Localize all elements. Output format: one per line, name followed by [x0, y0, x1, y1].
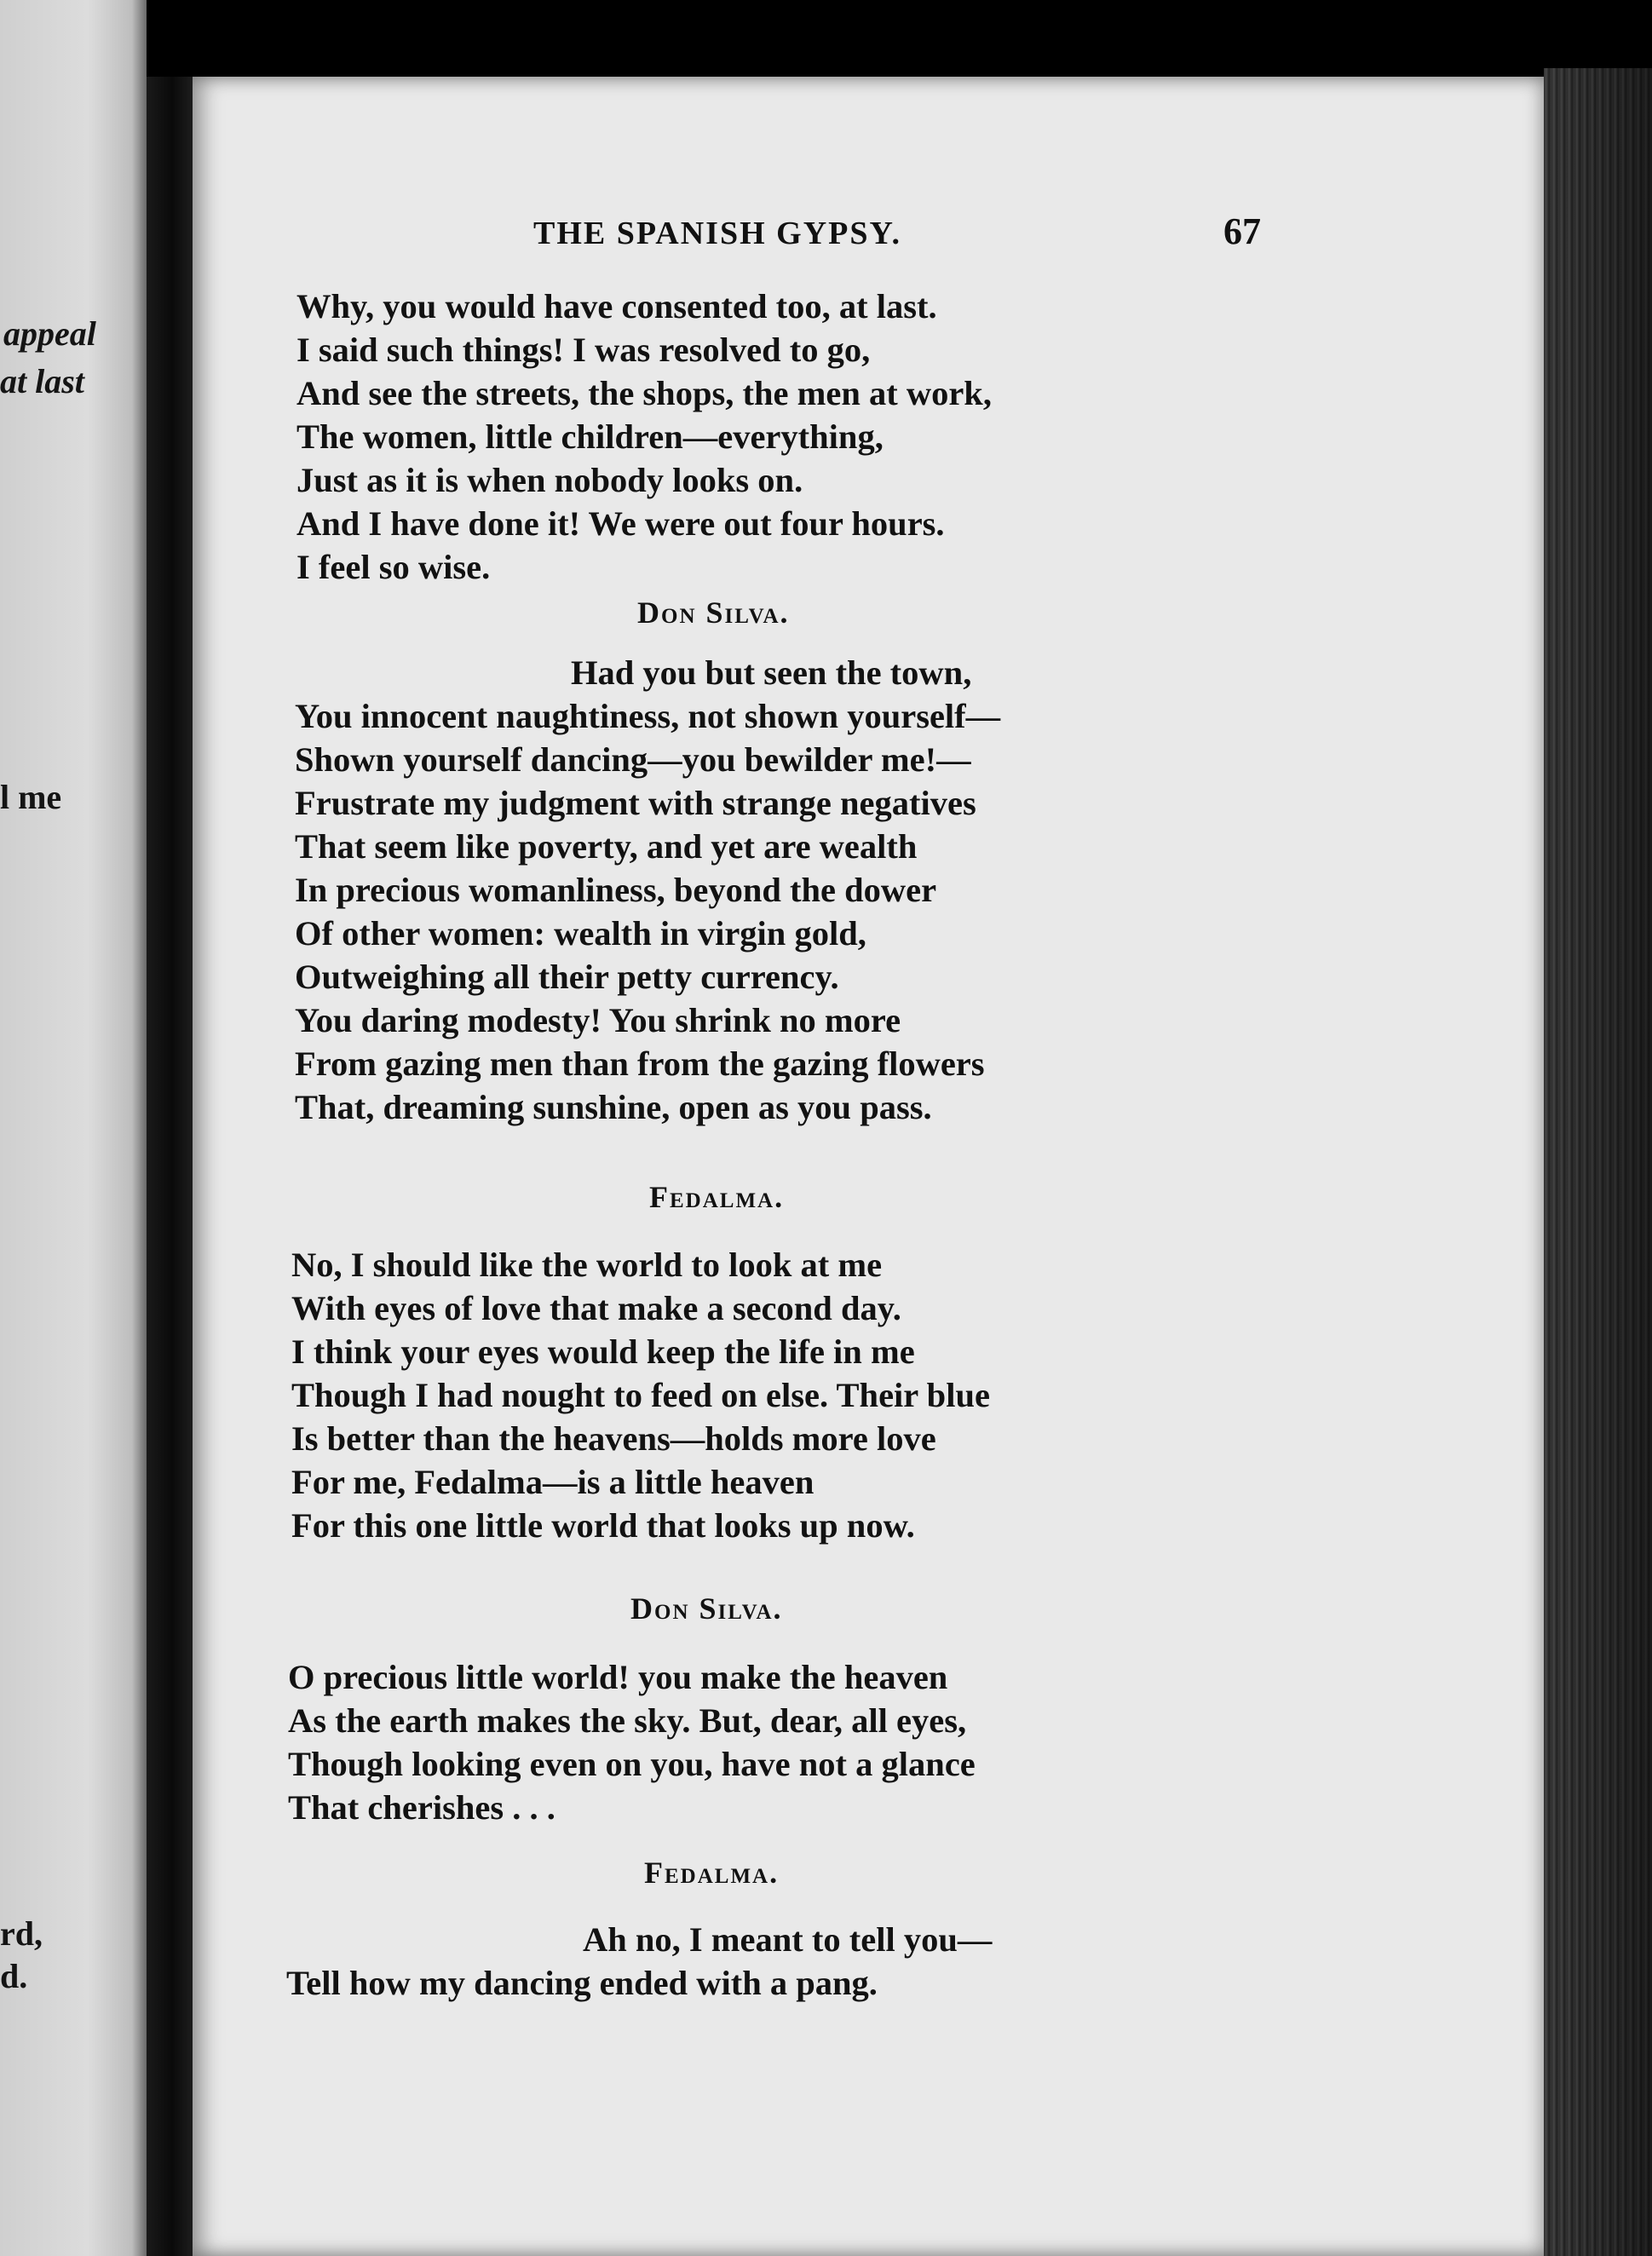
verse-line: For me, Fedalma—is a little heaven	[291, 1463, 814, 1501]
left-fragment: appeal	[3, 314, 96, 353]
book-gutter	[147, 0, 198, 2256]
scan-background	[147, 0, 1652, 77]
verse-line: Though I had nought to feed on else. Their blue	[291, 1376, 990, 1414]
left-page-edge	[0, 0, 147, 2256]
verse-line: In precious womanliness, beyond the dower	[295, 871, 937, 909]
verse-line: No, I should like the world to look at me	[291, 1246, 883, 1284]
speaker-name: Fedalma.	[649, 1180, 785, 1214]
verse-line: As the earth makes the sky. But, dear, all eyes,	[288, 1701, 967, 1740]
book-fore-edge	[1544, 68, 1652, 2256]
verse-line: Tell how my dancing ended with a pang.	[286, 1964, 878, 2002]
verse-line: The women, little children—everything,	[296, 417, 884, 456]
verse-line: I think your eyes would keep the life in me	[291, 1332, 915, 1371]
left-fragment: l me	[0, 778, 62, 816]
verse-line: Is better than the heavens—holds more love	[291, 1419, 936, 1458]
left-fragment: at last	[0, 362, 84, 400]
running-title: THE SPANISH GYPSY.	[533, 216, 901, 251]
verse-line: And I have done it! We were out four hours.	[296, 504, 945, 543]
speaker-name: Fedalma.	[644, 1856, 780, 1890]
page-number: 67	[1223, 210, 1261, 252]
verse-line: With eyes of love that make a second day.	[291, 1289, 901, 1327]
verse-line: I feel so wise.	[296, 548, 491, 586]
verse-line: And see the streets, the shops, the men at work,	[296, 374, 992, 412]
speaker-name: Don Silva.	[637, 596, 790, 630]
verse-line: Had you but seen the town,	[571, 653, 972, 692]
verse-line: Of other women: wealth in virgin gold,	[295, 914, 866, 952]
verse-line: Though looking even on you, have not a glance	[288, 1745, 976, 1783]
verse-line: That, dreaming sunshine, open as you pass.	[295, 1088, 932, 1126]
verse-line: You daring modesty! You shrink no more	[295, 1001, 901, 1039]
verse-line: Outweighing all their petty currency.	[295, 958, 839, 996]
verse-line: From gazing men than from the gazing flowers	[295, 1045, 985, 1083]
left-fragment: rd,	[0, 1914, 43, 1953]
verse-line: Ah no, I meant to tell you—	[583, 1920, 993, 1959]
verse-line: I said such things! I was resolved to go,	[296, 331, 871, 369]
verse-line: That seem like poverty, and yet are wealth	[295, 827, 918, 866]
verse-line: Shown yourself dancing—you bewilder me!—	[295, 740, 971, 779]
left-fragment: d.	[0, 1957, 28, 1995]
verse-line: O precious little world! you make the heaven	[288, 1658, 948, 1696]
verse-line: Just as it is when nobody looks on.	[296, 461, 803, 499]
verse-line: You innocent naughtiness, not shown yourself—	[295, 697, 1001, 735]
verse-line: For this one little world that looks up now.	[291, 1506, 915, 1545]
verse-line: Why, you would have consented too, at last.	[296, 287, 937, 325]
verse-line: Frustrate my judgment with strange negatives	[295, 784, 976, 822]
verse-line: That cherishes . . .	[288, 1788, 555, 1827]
speaker-name: Don Silva.	[630, 1591, 783, 1626]
